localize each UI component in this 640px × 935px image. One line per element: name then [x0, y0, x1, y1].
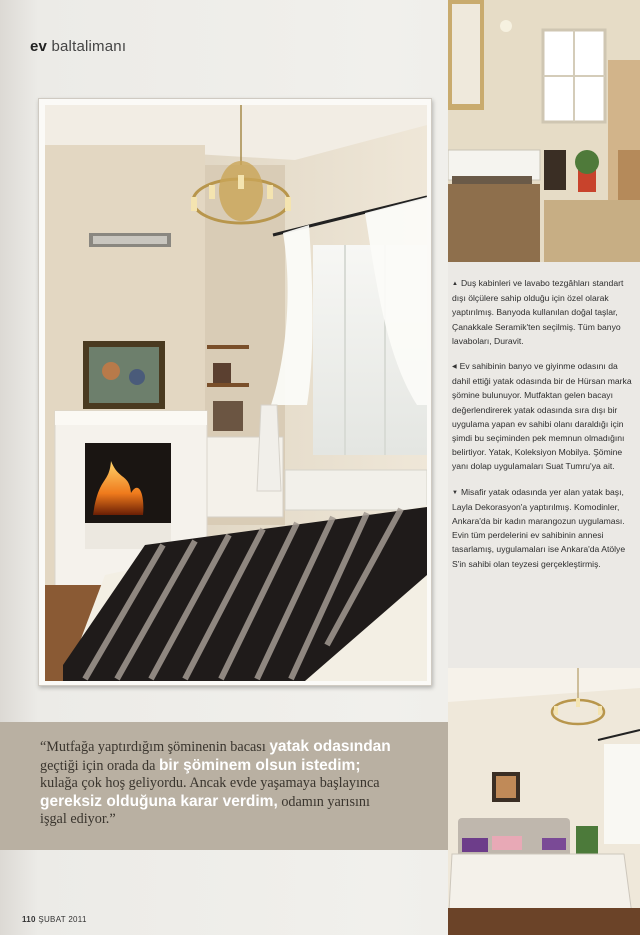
section-label: ev: [30, 38, 48, 55]
page-folio: [22, 915, 87, 924]
caption-text: Duş kabinleri ve lavabo tezgâhları standart dışı ölçülere sahip olduğu için özel olarak yaptırılmış. Banyoda kullanılan doğal taşlar, Çanakkale Seramik'ten seçilmiş. Tüm banyo lavaboları, Duravit.: [452, 278, 624, 346]
guest-bedroom-photo: [448, 668, 640, 935]
bedroom-illustration: [45, 105, 427, 681]
caption-guest-room: [452, 485, 634, 571]
section-header: [30, 38, 126, 55]
quote-text-mid-2: kulağa çok hoş geliyordu. Ancak evde yaşamaya başlayınca: [40, 775, 380, 792]
quote-text-mid-1: geçtiği için orada da: [40, 757, 159, 774]
bathroom-illustration: [448, 0, 640, 262]
triangle-left-icon: ◀: [452, 364, 457, 371]
caption-bedroom: [452, 359, 634, 474]
quote-highlight-2: bir şöminem olsun istedim;: [158, 756, 361, 774]
issue-year: 2011: [68, 915, 87, 924]
main-bedroom-photo: [38, 98, 432, 686]
triangle-up-icon: ▲: [452, 281, 458, 287]
page-number: 110: [22, 915, 36, 924]
caption-text: Misafir yatak odasında yer alan yatak başı, Layla Dekorasyon'a yaptırılmış. Komodinler, Ankara'da bir kadın marangozun uygulaması. Evin tüm perdelerini ev sahibinin annesi tasarlamış, uygulamaları ise Ankara'da Atölye S'in sahibi olan teyzesi gerçekleştirmiş.: [452, 486, 626, 569]
bathroom-photo: [448, 0, 640, 262]
guest-bedroom-illustration: [448, 668, 640, 935]
caption-bathroom: [452, 276, 634, 348]
location-label: baltalimanı: [51, 38, 127, 55]
quote-text-close: odamın yarısını işgal ediyor.”: [40, 793, 370, 828]
caption-text: Ev sahibinin banyo ve giyinme odasını da dahil ettiği yatak odasında bir de Hürsan marka şömine bulunuyor. Mutfaktan gelen bacayı değerlendirerek yatak odasında sıra dışı bir uygulama yapan ev sahibi olanı daraldığı için şimdi bu seçiminden pek memnun olmadığını belirtiyor. Yatak, Koleksiyon Mobilya. Şömine yanı dolap uygulamaları Suat Tumru'ya ait.: [452, 361, 632, 472]
quote-highlight-3: gereksiz olduğuna karar verdim,: [40, 792, 278, 810]
issue-month: ŞUBAT: [38, 915, 66, 924]
photo-captions: [452, 276, 634, 582]
quote-highlight-1: yatak odasından: [269, 738, 391, 755]
quote-text-open: “Mutfağa yaptırdığım şöminenin bacası: [40, 739, 270, 755]
triangle-down-icon: ▼: [452, 489, 458, 496]
pull-quote: [40, 738, 400, 829]
